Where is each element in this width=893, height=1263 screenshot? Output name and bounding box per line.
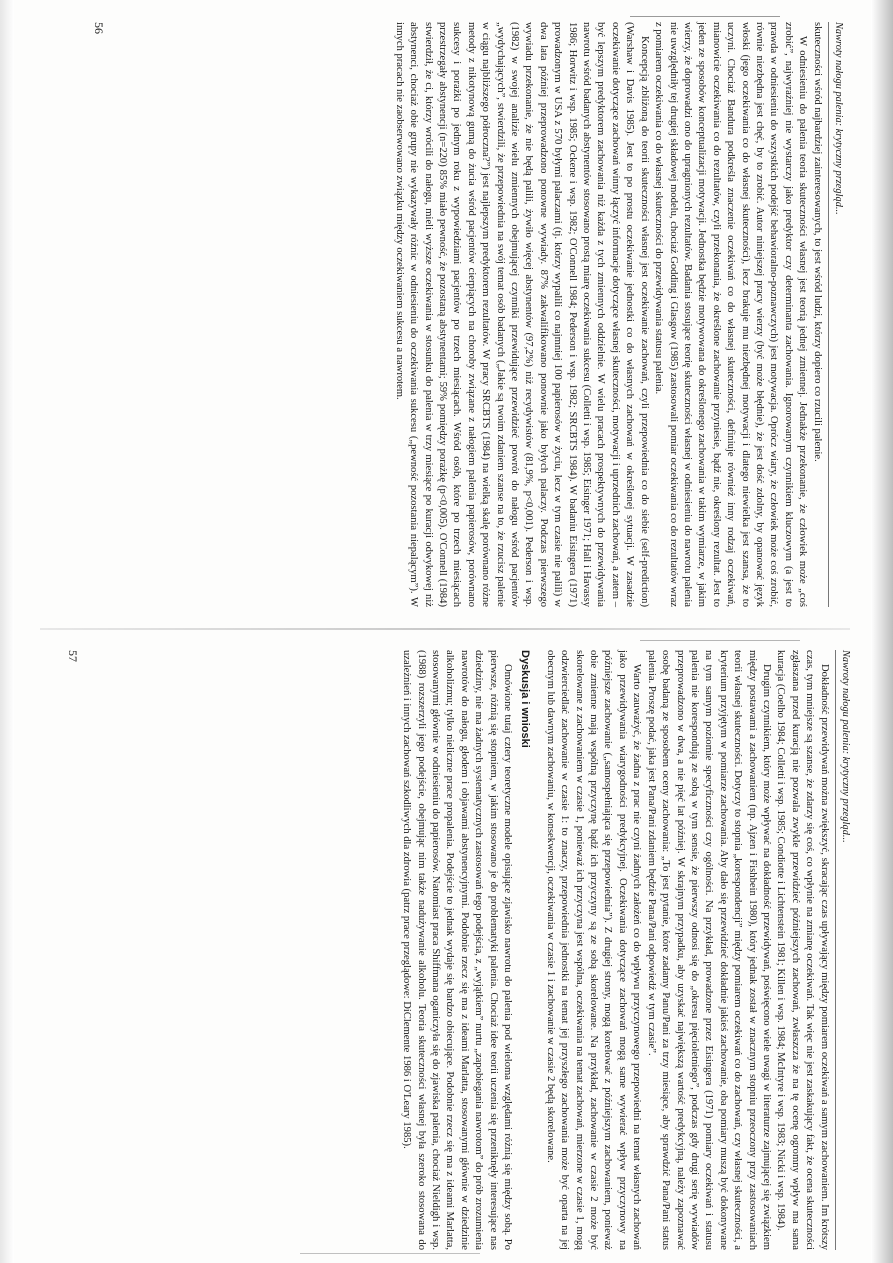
paragraph: skuteczności wśród najbardziej zainteresowanych, to jest wśród ludzi, którzy dopiero co rzucili palenie.: [811, 22, 823, 462]
scan-edge-left: [0, 0, 14, 1263]
section-heading: Dyskusja i wnioski: [519, 650, 532, 748]
page-number: 56: [92, 22, 107, 34]
paragraph: Koncepcją zbliżoną do teorii skuteczności własnej jest oczekiwanie zachowań, czyli przepowiednia co do siebie (self-prediction) (Warshaw i Davis 1985). Jest to po prostu oczekiwanie jednostki co do własnych zachowań w określonej sytuacji. W zasadzie oczekiwanie dotyczące zachowań winny łączyć informacje dotyczące własnej skuteczności, motywacji i uprzednich zachowań, a zatem – być lepszym predyktorem zachowania niż każda z tych zmiennych oddzielnie. W wielu pracach prospektywnych do przewidywania nawrotu wśród badanych abstynentów stosowano prostą miarę oczekiwania sukcesu (Colletti i wsp. 1985; Eisinger 1971; Hall i Havassy 1986; Horwitz i wsp. 1985; Ockene i wsp. 1982; O'Connell 1984; Pederson i wsp. 1982; SRCBTS 1984). W badaniu Eisingera (1971) prowadzonym w USA z 570 byłymi palaczami (tj. którzy wypalili co najmniej 100 papierosów w życiu, lecz w tym czasie nie palili) w dwa lata później przeprowadzono ponowne wywiady. 87% zakwalifikowano ponownie jako byłych palaczy. Podczas pierwszego wywiadu przekonanie, że nie będą palili, żywiło więcej abstynentów (97,2%) niż recydywistów (81,9%, p<0,001). Pederson i wsp. (1982) w swojej analizie wielu zmiennych obejmującej czynniki przewidujące przewidzieć powrót do nałogu wśród pacjentów „wydychających”, stwierdzili, że przepowiednia na swój temat osób badanych („Jakie są twoim zdaniem szanse na to, że rzucisz palenie w ciągu najbliższego półroczna?”) jest najlepszym predyktorem rezultatów. W pracy SRCBTS (1984) na wielką skalę porównano różne metody z nikotynową gumą do żucia wśród pacjentów cierpiących na choroby związane z nałogiem palenia papierosów, porównano sukcesy i porażki po jednym roku z wypowiedziami pacjentów po trzech miesiącach. Wśród osób, które po trzech miesiącach przestrzegały abstynencji (n=220) 85% miało pewność, że pozostaną abstynentami; 59% pomiędzy porażkę (p<0,005). O'Connell (1984) stwierdził, że ci, którzy wrócili do nałogu, mieli wyższe oczekiwania w stosunku do palenia w trzy miesiące po kuracji odwykowej niż abstynenci, chociaż obie grupy nie wykazywały różnic w odniesieniu do oczekiwania sukcesu („pewność pozostania niepalącym”). W innych pracach nie zaobserwowano związku między oczekiwaniem sukcesu a nawrotem.: [393, 22, 650, 607]
book-page-56: [92, 22, 845, 607]
paragraph: W odniesieniu do palenia teoria skuteczności własnej jest teorią jednej zmiennej. Jednakże przekonanie, że człowiek może „coś zrobić”, najwyraźniej nie wystarczy jako predyktor czy determinanta zachowania. Ignorowanym czynnikiem kluczowym (a jest to prawda w odniesieniu do wszystkich podejść behawioralno-poznawczych) jest motywacja. Oprócz wiary, że człowiek może coś zrobić, równie niezbędna jest chęć, by to zrobić. Autor niniejszej pracy wierzy (być może błędnie), że jest dość zdolny, by opanować język włoski (jego oczekiwania co do własnej skuteczności), lecz brakuje mu niezbędnej motywacji i dlatego niewielka jest szansa, że to uczyni. Chociaż Bandura podkreśla znaczenie oczekiwań co do własnej skuteczności, definiuje również inny rodzaj oczekiwań, mianowicie oczekiwania co do rezultatów, czyli przekonania, że określone zachowanie przyniesie, bądź nie, określony rezultat. Jest to jeden ze sposobów konceptualizacji motywacji. Jednostka będzie motywowana do określonego zachowania w takim wymiarze, w jakim wierzy, że doprowadzi ono do upragnionych rezultatów. Badania stosujące teorię skuteczności własnej w odniesieniu do nawrotu palenia nie uwzględniły tej drugiej składowej modelu, chociaż Godding i Glasgow (1985) zastosowali pomiar oczekiwania co do rezultatów wraz z pomiarem oczekiwania co do własnej skuteczności do przewidywania statusu palenia.: [653, 22, 809, 607]
running-head: Nawroty nałogu palenia: krytyczny przegląd...: [828, 22, 845, 607]
scan-artifact-line: [300, 1253, 480, 1254]
scan-artifact-line: [640, 640, 800, 641]
book-page-57: [62, 650, 852, 1250]
running-head: Nawroty nałogu palenia: krytyczny przegląd...: [835, 650, 852, 1250]
book-gutter-fold: [40, 628, 850, 630]
paragraph: Dokładność przewidywań można zwiększyć, skracając czas upływający między pomiarem oczekiwań a samym zachowaniem. Im krótszy czas, tym mniejsze są szanse, że zdarzy się coś, co wpłynie na zmianę oczekiwań. Tak więc nie jest zaskakujący fakt, że ocena skuteczności zgłaszana przed kuracją nie pozwala zwykle przewidzieć późniejszych zachowań, zwłaszcza że na tę ocenę ogromny wpływ ma sama kuracja (Coelho 1984; Colletti i wsp. 1985; Condiotte i Lichtenstein 1981; Killen i wsp. 1984; McIntyre i wsp. 1983; Nicki i wsp. 1984).: [775, 650, 830, 1250]
paragraph: Drugim czynnikiem, który może wpływać na dokładność przewidywań, poświęcono wiele uwagi w literaturze zajmującej się związkiem między postawami a zachowaniem (np. Ajzen i Fishbein 1980), który jednak został w znacznym stopniu przeoczony przy zastosowaniach teorii własnej skuteczności. Dotyczy to stopnia „korespondencji” między pomiarem oczekiwań co do zachowań, czy własnej skuteczności, a kryterium przyjętym w pomiarze zachowania. Aby dało się przewidzieć dokładnie jakieś zachowanie, oba pomiary muszą być dokonywane na tym samym poziomie specyficzności czy ogólności. Na przykład, prowadzone przez Eisingera (1971) pomiary oczekiwań i statusu palenia nie korespondują ze sobą w tym sensie, że pierwszy odnosi się do „okresu pięcioletniego”, podczas gdy drugi serię wywiadów przeprowadzono w dwa, a nie pięć lat później. W skrajnym przypadku, aby uzyskać największą wartość predykcyjną, należy zapoznawać osobę badaną ze sposobem oceny zachowania: „To jest pytanie, które zadamy Panu/Pani za trzy miesiące, aby sprawdzić Pana/Pani status palenia. Proszę podać, jaka jest Pana/Pani zdaniem będzie Pana/Pani odpowiedź w tym czasie”.: [645, 650, 772, 1250]
scan-artifact-line: [630, 16, 780, 17]
page-number: 57: [66, 650, 81, 662]
scan-edge-right: [871, 0, 893, 1263]
paragraph: Warto zauważyć, że żadna z prac nie czyni żadnych założeń co do wpływu przyczynowego przepowiedni na temat własnych zachowań jako przewidywania wiarygodności predykcyjnej. Oczekiwania dotyczące zachowań mogą same wywierać wpływ przyczynowy na późniejsze zachowanie („samospełniająca się przepowiednia”). Z drugiej strony, mogą korelować z późniejszym zachowaniem, ponieważ obie zmienne mają wspólną przyczynę bądź ich przyczyny są ze sobą skorelowane. Na przykład, zachowanie w czasie 2 może być skorelowane z zachowaniem w czasie 1, ponieważ ich przyczyna jest wspólna, oczekiwania na temat zachowań, mierzone w czasie 1, mogą odzwierciedlać zachowanie w czasie 1: to znaczy, przepowiednia jednostki na temat jej przyszłego zachowania może być oparta na jej obecnym lub dawnym zachowaniu, w konsekwencji, oczekiwania w czasie 1 i zachowanie w czasie 2 będą skorelowane.: [544, 650, 643, 1250]
paragraph: Omówione tutaj cztery teoretyczne modele opisujące zjawisko nawrotu do palenia pod wieloma względami różnią się między sobą. Po pierwsze, różnią się stopniem, w jakim stosowano je do problematyki palenia. Chociaż idee teorii uczenia się przeniknęły interesujące nas dziedziny, nie ma żadnych systematycznych zastosowań tego podejścia, z „wyjątkiem” nurtu „zapobiegania nawrotom” do prób zrozumienia nawrotów do nałogu, głodem i objawami abstynencyjnymi. Podobnie rzecz się ma z ideami Marlatta, stosowanymi głównie w dziedzinie alkoholizmu; tylko nieliczne prace propalenia. Podejście to jednak wydaje się bardzo obiecujące. Podobnie rzecz się ma z ideami Marlatta, stosowanymi głównie w odniesieniu do papierosów. Natomiast praca Shiffmana oganiczyła się do zjawiska palenia, chociaż Nieldigh i wsp. (1988) rozszerzyli jego podejście, obejmując nim także nadużywanie alkoholu. Teoria skuteczności własnej była szeroko stosowana do uzależnień i innych zachowań szkodliwych dla zdrowia (patrz prace przeglądowe: DiClemente 1986 i O'Leary 1985).: [401, 650, 514, 1250]
